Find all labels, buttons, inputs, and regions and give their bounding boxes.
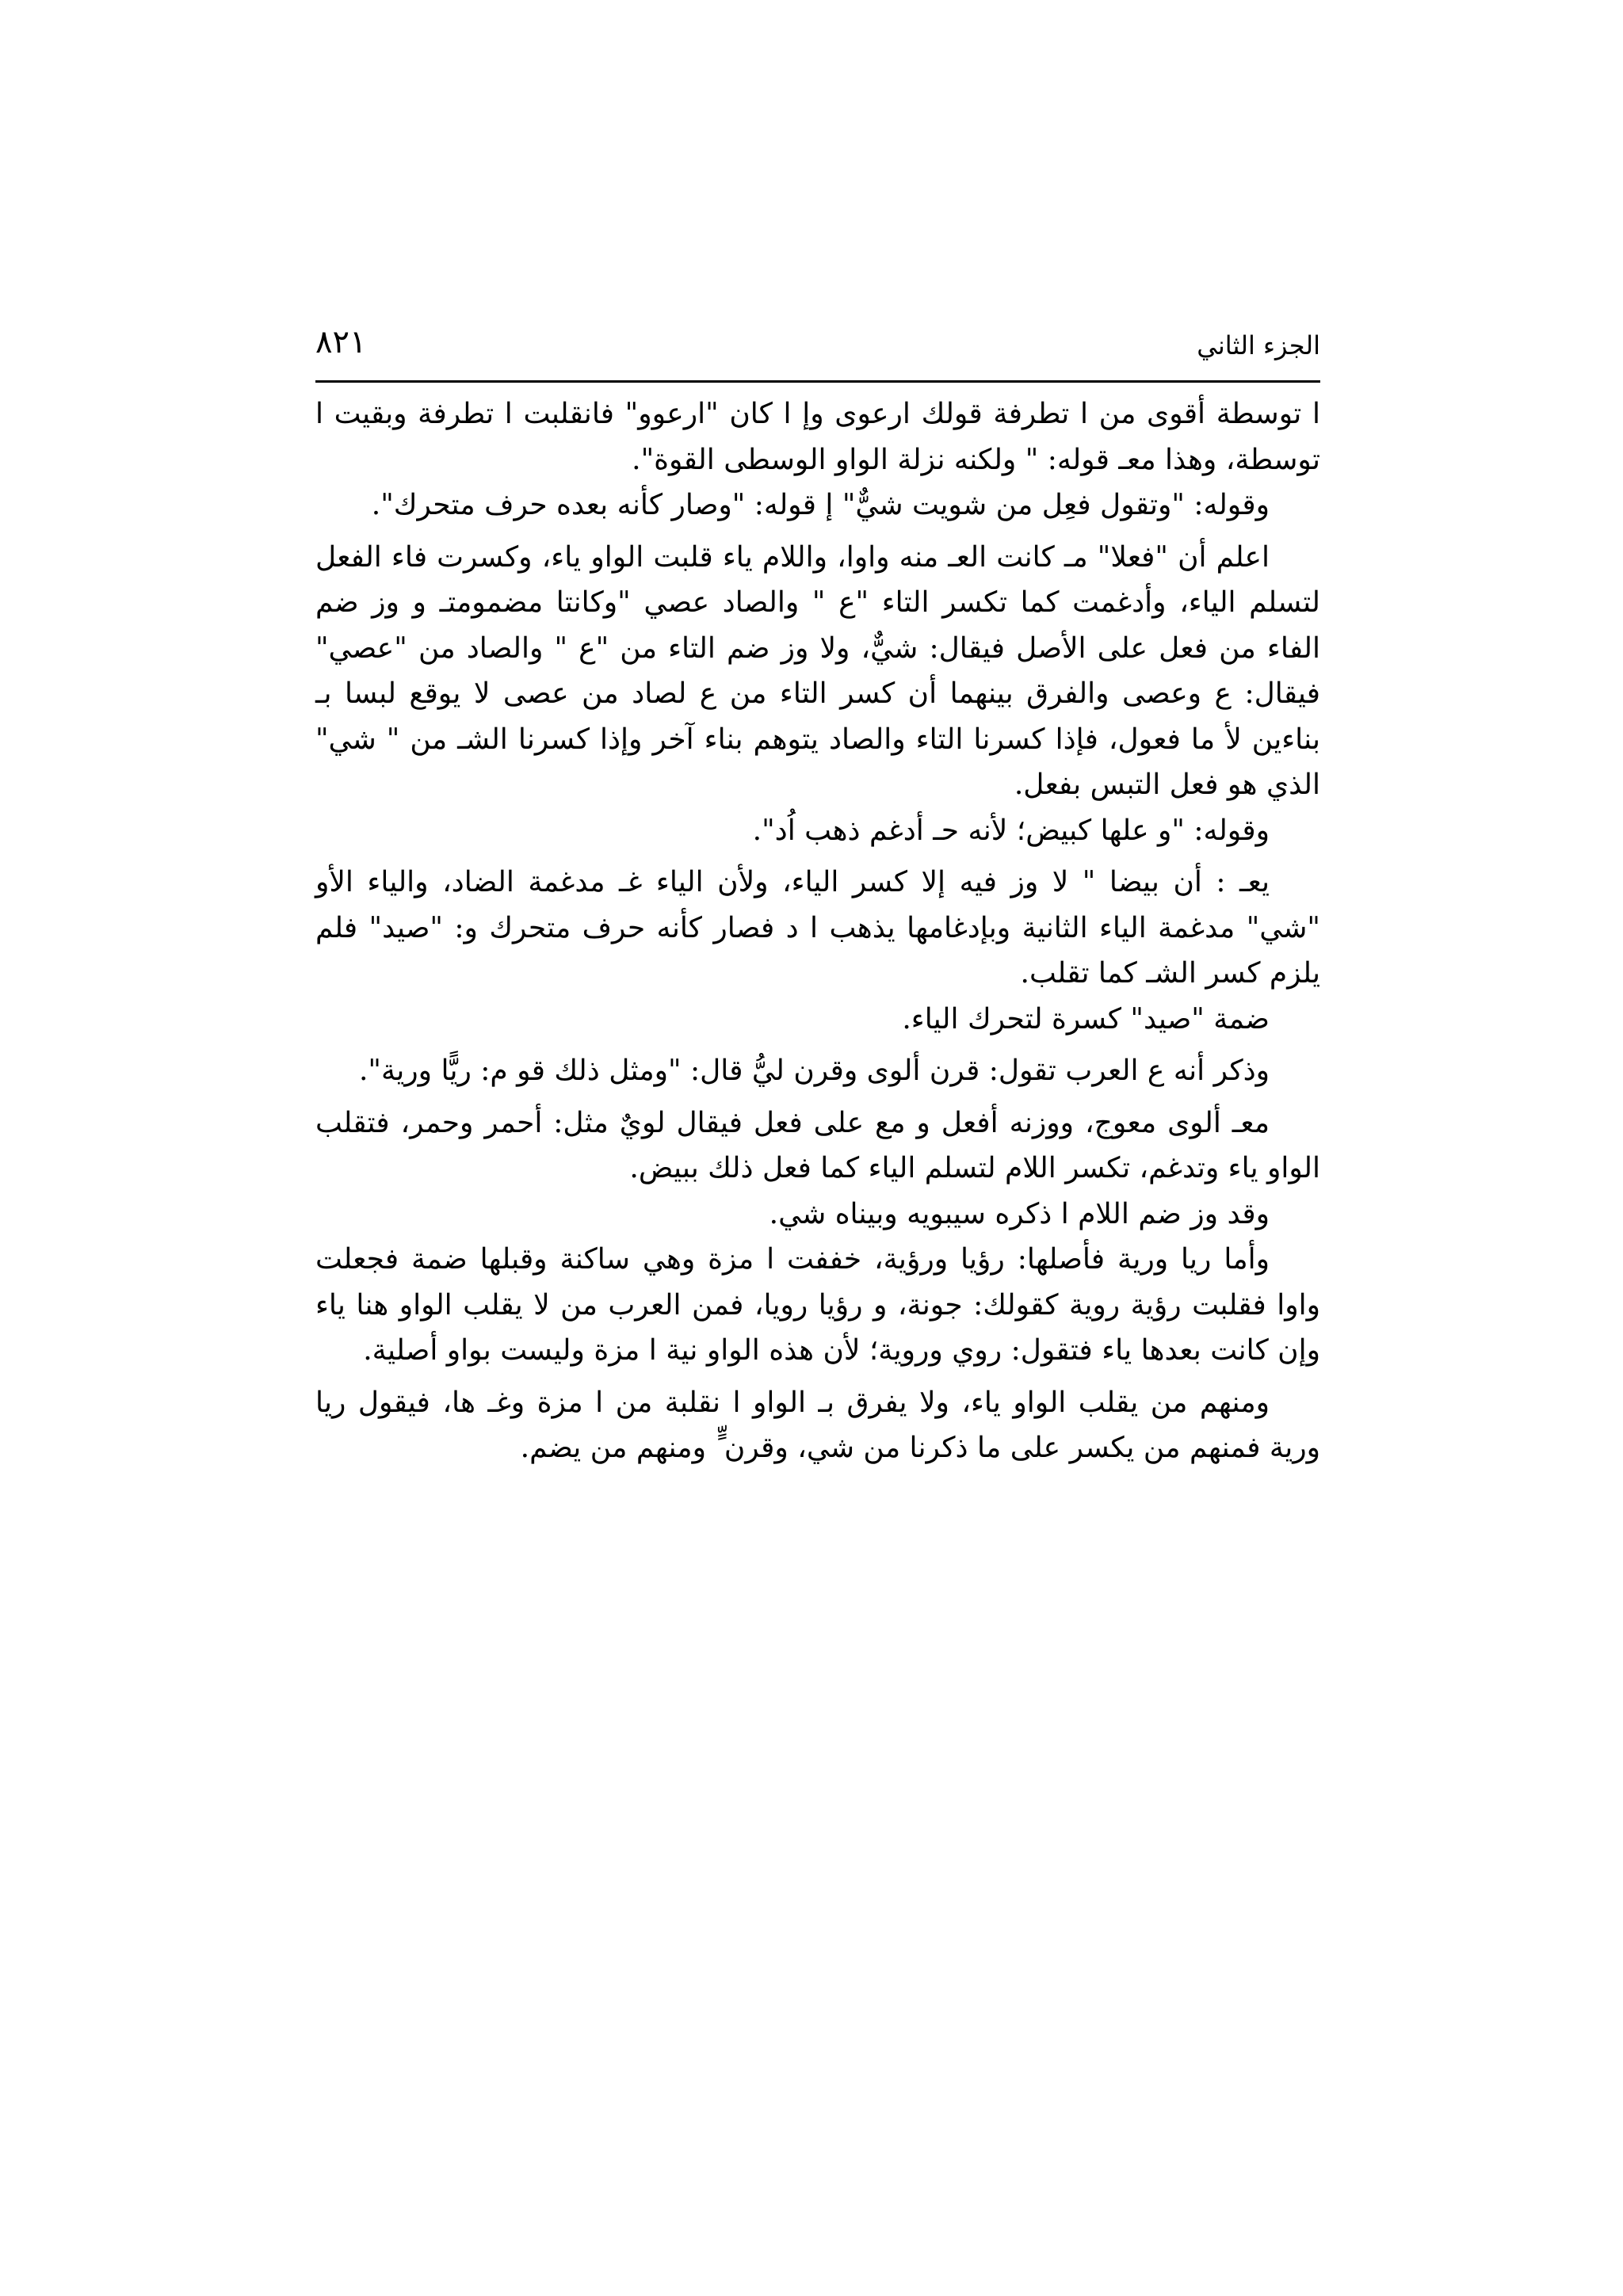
body-text — [315, 391, 1320, 1471]
paragraph: وأما ريا ورية فأصلها: رؤيا ورؤية، خففت ا مزة وهي ساكنة وقبلها ضمة فجعلت واوا فقلبت رؤية روية كقولك: جونة، و رؤيا رويا، فمن العرب من لا يقلب الواو هنا ياء وإن كانت بعدها ياء فتقول: روي وروية؛ لأن هذه الواو نية ا مزة وليست بواو أصلية. — [315, 1243, 1320, 1367]
paragraph: معـ ألوى معوج، ووزنه أفعل و مع على فعل فيقال لويٌ مثل: أحمر وحمر، فتقلب الواو ياء وتدغم، تكسر اللام لتسلم الياء كما فعل ذلك ببيض. — [315, 1106, 1320, 1184]
paragraph: ا توسطة أقوى من ا تطرفة قولك ارعوى وإ ا كان "ارعوو" فانقلبت ا تطرفة وبقيت ا توسطة، وهذا معـ قوله: " ولكنه نزلة الواو الوسطى القوة". — [315, 398, 1320, 476]
paragraph: وقوله: "وتقول فعِل من شويت شيٌّ" إ قوله: "وصار كأنه بعده حرف متحرك". — [371, 489, 1270, 521]
page-number: ٨٢١ — [315, 324, 367, 360]
paragraph: وذكر أنه ع العرب تقول: قرن ألوى وقرن ليُّ قال: "ومثل ذلك قو م: ريًّا ورية". — [358, 1055, 1270, 1087]
running-header-title: الجزء الثاني — [1197, 330, 1320, 360]
paragraph: يعـ : أن بيضا " لا وز فيه إلا كسر الياء، ولأن الياء غـ مدغمة الضاد، والياء الأو "شي" مدغمة الياء الثانية وبإدغامها يذهب ا د فصار كأنه حرف متحرك و: "صيد" فلم يلزم كسر الشـ كما تقلب. — [315, 866, 1320, 990]
paragraph: اعلم أن "فعلا" مـ كانت العـ منه واوا، واللام ياء قلبت الواو ياء، وكسرت فاء الفعل لتسلم الياء، وأدغمت كما تكسر التاء "ع " والصاد عصي "وكانتا مضمومتـ و وز ضم الفاء من فعل على الأصل فيقال: شيٌّ، ولا وز ضم التاء من "ع " والصاد من "عصي" فيقال: ع وعصى والفرق بينهما أن كسر التاء من ع لصاد من عصى لا يوقع لبسا بـ بناءين لأ ما فعول، فإذا كسرنا التاء والصاد يتوهم بناء آخر وإذا كسرنا الشـ من " شي" الذي هو فعل التبس بفعل. — [315, 540, 1320, 801]
paragraph: ضمة "صيد" كسرة لتحرك الياء. — [902, 1002, 1270, 1035]
header-rule — [315, 380, 1320, 383]
page-header — [315, 320, 1320, 379]
paragraph: ومنهم من يقلب الواو ياء، ولا يفرق بـ الواو ا نقلبة من ا مزة وغـ ها، فيقول ريا ورية فمنهم من يكسر على ما ذكرنا من شي، وقرن ٍّ ومنهم من يضم. — [315, 1386, 1320, 1464]
paragraph: وقد وز ضم اللام ا ذكره سيبويه وبيناه شي. — [769, 1197, 1270, 1230]
paragraph: وقوله: "و علها كبيض؛ لأنه حـ أدغم ذهب اُد". — [752, 814, 1270, 847]
